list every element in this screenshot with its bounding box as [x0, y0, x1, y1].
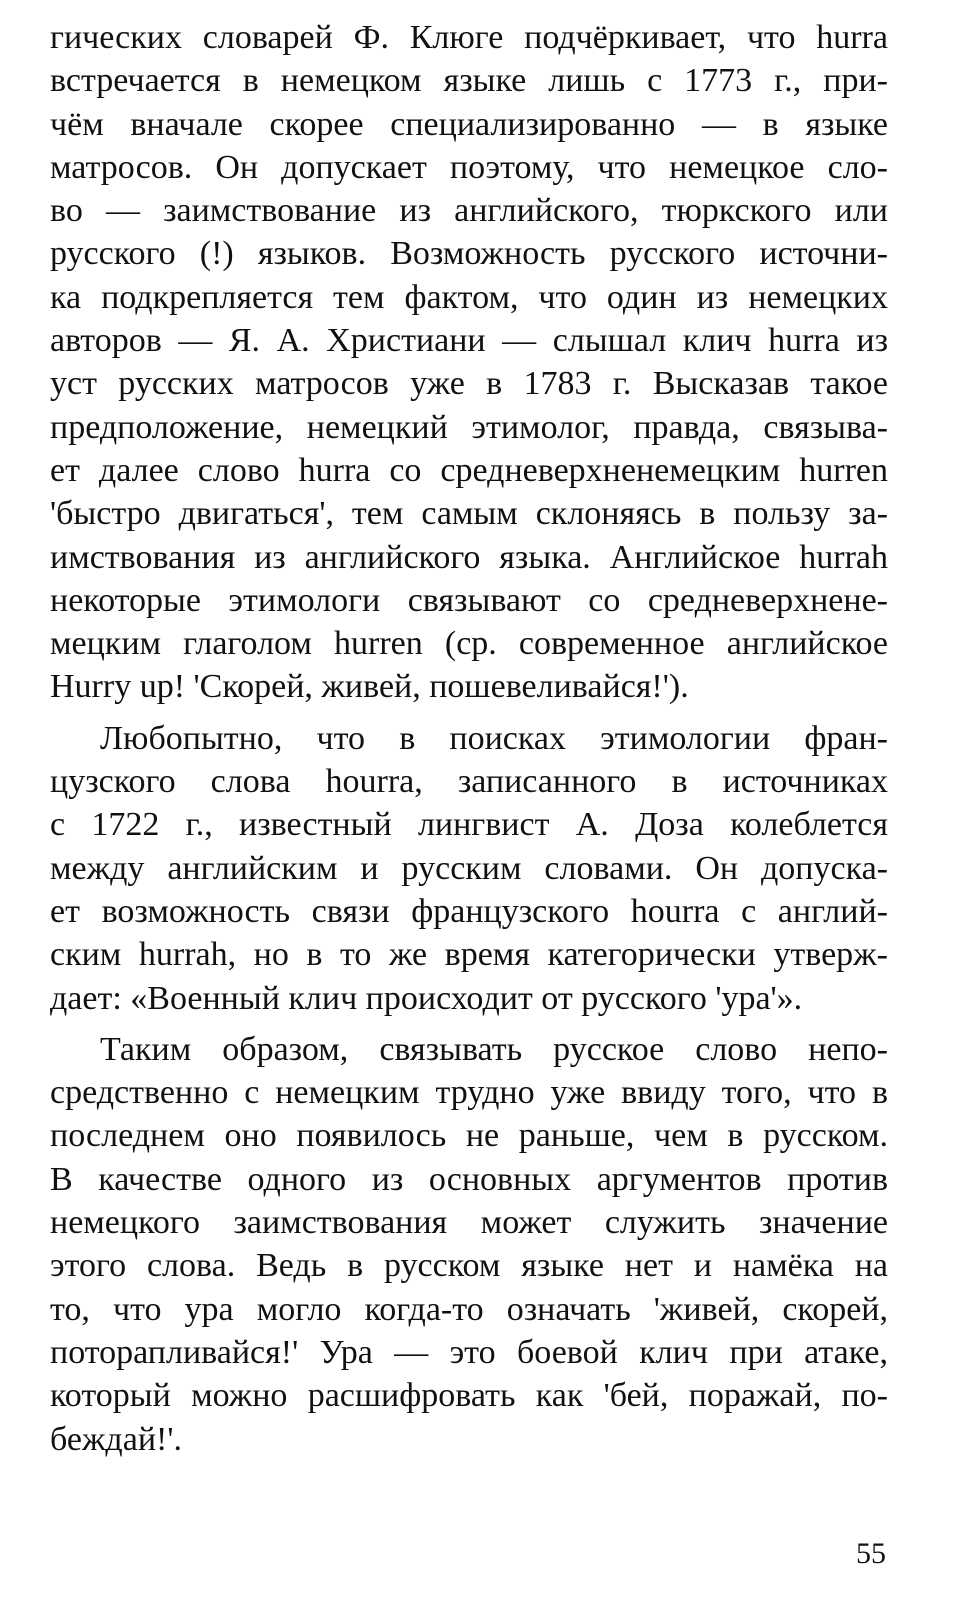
- text-line: Hurry up! 'Скорей, живей, пошевеливайся!').: [50, 668, 689, 706]
- text-line: беждай!'.: [50, 1420, 182, 1458]
- paragraph-1: [50, 16, 888, 709]
- text-line: поторапливайся!' Ура — это боевой клич при атаке,: [50, 1333, 888, 1371]
- paragraph-2: [50, 717, 888, 1020]
- text-line: дает: «Военный клич происходит от русского 'ура'».: [50, 979, 803, 1017]
- text-line: имствования из английского языка. Английское hurrah: [50, 538, 888, 576]
- text-line: некоторые этимологи связывают со средневерхнене-: [50, 581, 888, 619]
- text-line: между английским и русским словами. Он допуска-: [50, 849, 888, 887]
- text-line: матросов. Он допускает поэтому, что немецкое сло-: [50, 148, 888, 186]
- text-line: ет далее слово hurra со средневерхненемецким hurren: [50, 451, 888, 489]
- paragraph-3: [50, 1028, 888, 1461]
- text-line: который можно расшифровать как 'бей, поражай, по-: [50, 1377, 888, 1415]
- text-line: гических словарей Ф. Клюге подчёркивает, что hurra: [50, 19, 888, 56]
- text-line: Любопытно, что в поисках этимологии фран-: [100, 719, 888, 757]
- text-line: Таким образом, связывать русское слово непо-: [100, 1030, 888, 1068]
- text-line: во — заимствование из английского, тюркского или: [50, 192, 888, 230]
- page-text: [50, 16, 888, 1461]
- text-line: 'быстро двигаться', тем самым склоняясь в пользу за-: [50, 495, 888, 533]
- text-line: В качестве одного из основных аргументов против: [50, 1160, 888, 1198]
- text-line: предположение, немецкий этимолог, правда, связыва-: [50, 408, 888, 446]
- text-line: этого слова. Ведь в русском языке нет и намёка на: [50, 1247, 888, 1285]
- text-line: немецкого заимствования может служить значение: [50, 1204, 888, 1242]
- text-line: средственно с немецким трудно уже ввиду того, что в: [50, 1074, 888, 1112]
- text-line: русского (!) языков. Возможность русского источни-: [50, 235, 888, 273]
- text-line: ским hurrah, но в то же время категорически утверж-: [50, 936, 888, 974]
- text-line: цузского слова hourra, записанного в источниках: [50, 763, 888, 801]
- text-line: ка подкрепляется тем фактом, что один из немецких: [50, 278, 888, 316]
- text-line: чём вначале скорее специализированно — в языке: [50, 105, 888, 143]
- text-line: авторов — Я. А. Христиани — слышал клич hurra из: [50, 322, 888, 360]
- page-number: 55: [856, 1537, 886, 1570]
- text-line: уст русских матросов уже в 1783 г. Высказав такое: [50, 365, 888, 403]
- text-line: то, что ура могло когда-то означать 'живей, скорей,: [50, 1290, 888, 1328]
- text-line: встречается в немецком языке лишь с 1773 г., при-: [50, 62, 888, 100]
- text-line: ет возможность связи французского hourra с англий-: [50, 892, 888, 930]
- text-line: последнем оно появилось не раньше, чем в русском.: [50, 1117, 888, 1155]
- text-line: мецким глаголом hurren (ср. современное английское: [50, 625, 888, 663]
- text-line: с 1722 г., известный лингвист А. Доза колеблется: [50, 806, 888, 844]
